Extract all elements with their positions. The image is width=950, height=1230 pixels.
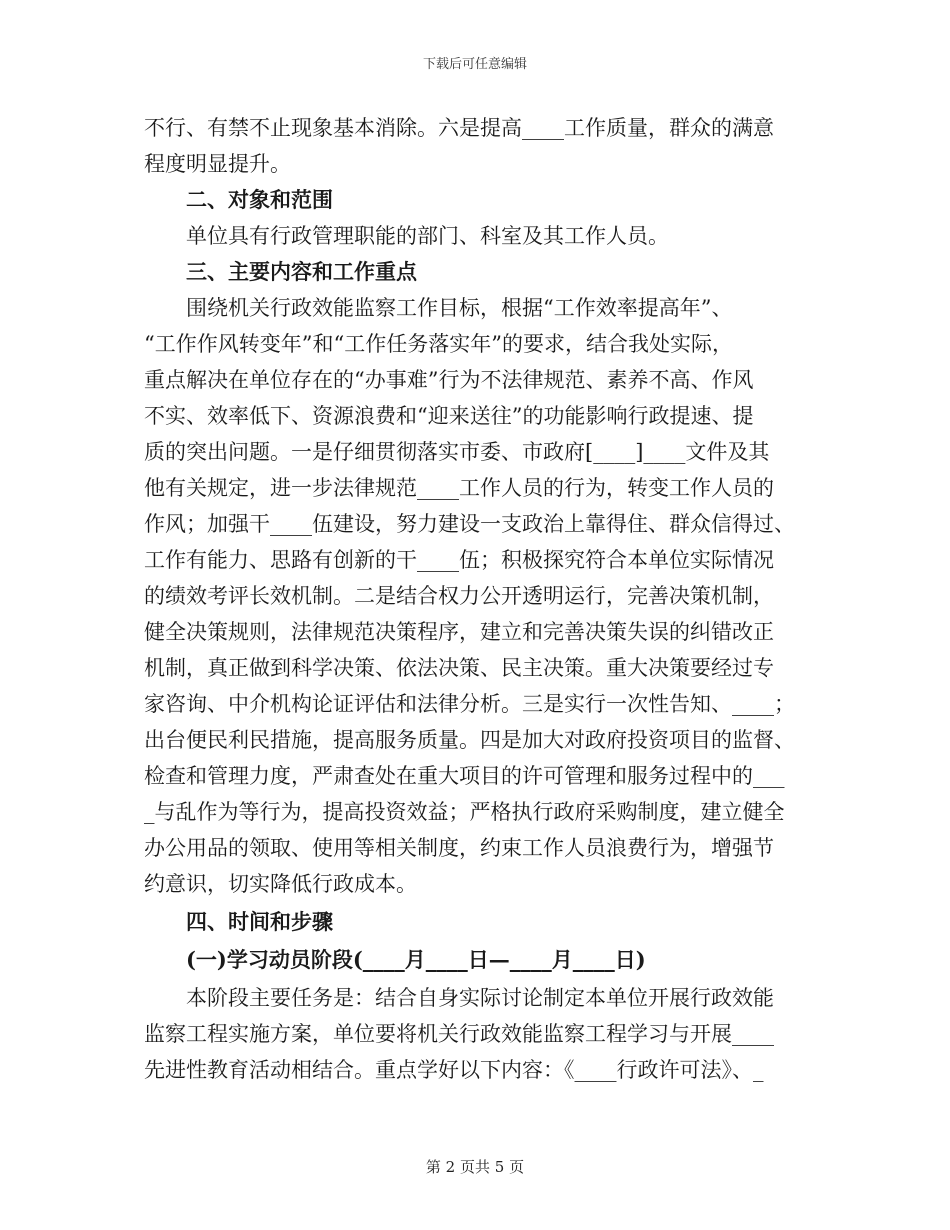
body-line: 机制，真正做到科学决策、依法决策、民主决策。重大决策要经过专 <box>144 656 774 680</box>
body-line: 作风；加强干____伍建设，努力建设一支政治上靠得住、群众信得过、 <box>144 512 795 536</box>
paragraph-start: 本阶段主要任务是：结合自身实际讨论制定本单位开展行政效能 <box>186 986 774 1010</box>
body-line: 他有关规定，进一步法律规范____工作人员的行为，转变工作人员的 <box>144 476 774 500</box>
body-line: 的绩效考评长效机制。二是结合权力公开透明运行，完善决策机制， <box>144 584 774 608</box>
subsection-heading: (一)学习动员阶段(____月____日—____月____日) <box>186 947 646 972</box>
body-line: 重点解决在单位存在的“办事难”行为不法律规范、素养不高、作风 <box>144 368 754 392</box>
body-line: 监察工程实施方案，单位要将机关行政效能监察工程学习与开展____ <box>144 1022 774 1046</box>
paragraph-start: 围绕机关行政效能监察工作目标，根据“工作效率提高年”、 <box>186 296 733 320</box>
body-line: 不实、效率低下、资源浪费和“迎来送往”的功能影响行政提速、提 <box>144 404 754 428</box>
body-line: 办公用品的领取、使用等相关制度，约束工作人员浪费行为，增强节 <box>144 836 774 860</box>
section-heading: 四、时间和步骤 <box>186 909 333 934</box>
body-line: 先进性教育活动相结合。重点学好以下内容：《____行政许可法》、_ <box>144 1058 764 1082</box>
body-line: 家咨询、中介机构论证评估和法律分析。三是实行一次性告知、____； <box>144 692 795 716</box>
body-line: “工作作风转变年”和“工作任务落实年”的要求，结合我处实际， <box>144 332 733 356</box>
page-footer: 第 2 页共 5 页 <box>425 1158 525 1176</box>
body-line: 约意识，切实降低行政成本。 <box>144 872 417 896</box>
body-line: 质的突出问题。一是仔细贯彻落实市委、市政府[____]____文件及其 <box>144 440 770 464</box>
document-body <box>144 110 806 1088</box>
section-heading: 三、主要内容和工作重点 <box>186 259 417 284</box>
paragraph-start: 单位具有行政管理职能的部门、科室及其工作人员。 <box>186 224 669 248</box>
body-line: 工作有能力、思路有创新的干____伍；积极探究符合本单位实际情况 <box>144 548 774 572</box>
body-line: 程度明显提升。 <box>144 152 291 176</box>
body-line: 出台便民利民措施，提高服务质量。四是加大对政府投资项目的监督、 <box>144 728 795 752</box>
section-heading: 二、对象和范围 <box>186 187 333 212</box>
body-line: 不行、有禁不止现象基本消除。六是提高____工作质量，群众的满意 <box>144 116 774 140</box>
body-line: _与乱作为等行为，提高投资效益；严格执行政府采购制度，建立健全 <box>144 800 785 824</box>
page-header: 下载后可任意编辑 <box>422 57 527 72</box>
body-line: 检查和管理力度，严肃查处在重大项目的许可管理和服务过程中的___ <box>144 764 785 788</box>
body-line: 健全决策规则，法律规范决策程序，建立和完善决策失误的纠错改正 <box>144 620 774 644</box>
